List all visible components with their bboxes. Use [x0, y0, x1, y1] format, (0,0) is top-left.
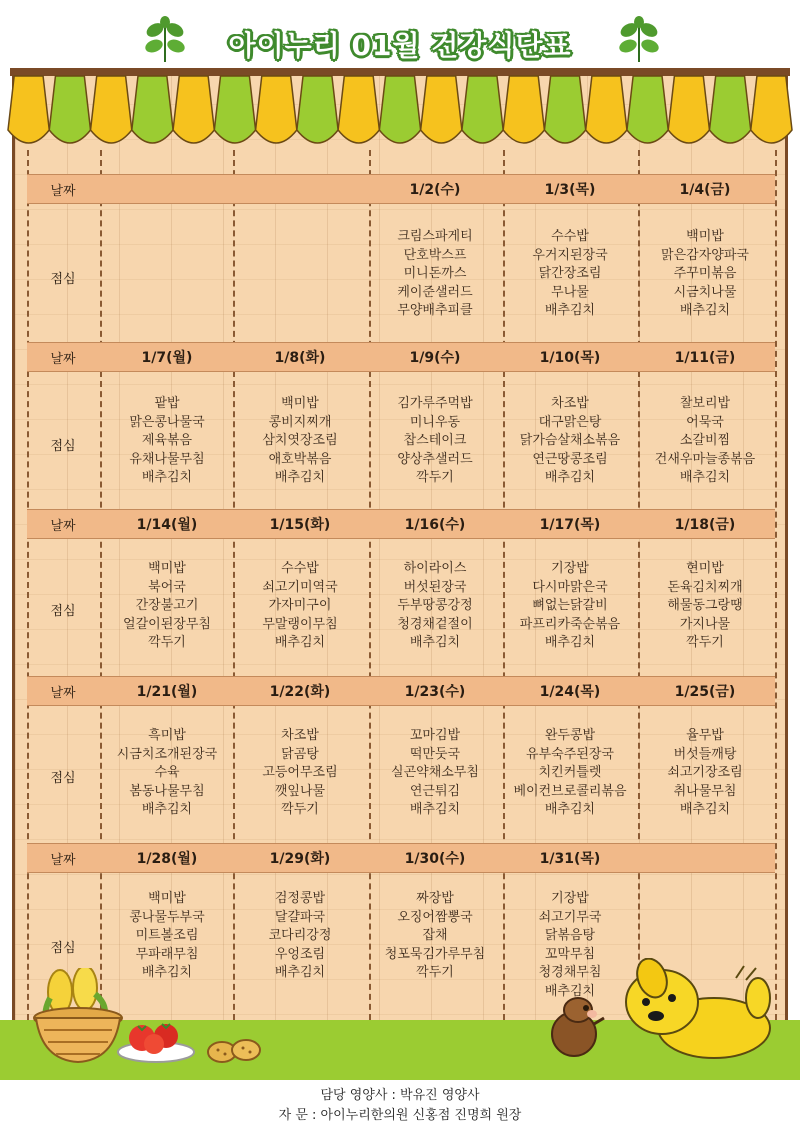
awning-illustration — [0, 68, 800, 158]
menu-item: 검정콩밥 — [274, 891, 326, 906]
menu-item: 제육볶음 — [141, 433, 193, 448]
date-cell: 1/23(수) — [404, 684, 466, 700]
menu-item: 배추김치 — [544, 303, 596, 318]
awning-stripe — [544, 76, 585, 143]
awning-stripe — [173, 76, 214, 143]
menu-item: 깍두기 — [686, 635, 724, 650]
menu-item: 기장밥 — [551, 561, 589, 576]
menu-item: 청경채겉절이 — [397, 616, 473, 632]
menu-item: 무말랭이무침 — [262, 616, 338, 632]
menu-cell — [368, 228, 502, 321]
menu-item: 연근땅콩조림 — [532, 451, 608, 467]
date-cell: 1/31(목) — [539, 851, 601, 867]
menu-item: 배추김치 — [409, 635, 461, 650]
menu-item: 가자미구이 — [268, 598, 332, 613]
menu-cell — [233, 727, 367, 820]
menu-item: 배추김치 — [544, 635, 596, 650]
date-cell: 1/10(목) — [539, 350, 601, 366]
date-cell: 1/9(수) — [409, 350, 461, 366]
menu-item: 청경채무침 — [538, 965, 602, 980]
menu-item: 배추김치 — [141, 802, 193, 817]
date-cell: 1/25(금) — [674, 684, 736, 700]
menu-item: 소갈비찜 — [679, 433, 731, 448]
menu-cell — [100, 560, 234, 653]
menu-item: 간장불고기 — [135, 598, 199, 613]
menu-cell — [233, 560, 367, 653]
awning-stripe — [214, 76, 255, 143]
menu-item: 청포묵김가루무침 — [384, 946, 486, 962]
date-cell: 1/24(목) — [539, 684, 601, 700]
date-label: 날짜 — [50, 352, 76, 367]
menu-cell — [368, 395, 502, 488]
menu-item: 애호박볶음 — [268, 451, 332, 467]
date-cell: 1/15(화) — [269, 517, 331, 533]
lunch-label: 점심 — [50, 438, 76, 454]
awning-stripe — [586, 76, 627, 143]
menu-item: 쇠고기장조림 — [667, 765, 743, 780]
menu-item: 꼬막무침 — [544, 946, 596, 962]
awning-stripe — [668, 76, 709, 143]
menu-item: 파프리카죽순볶음 — [519, 616, 621, 632]
date-cell: 1/8(화) — [274, 350, 326, 366]
awning-stripe — [751, 76, 792, 143]
menu-item: 배추김치 — [274, 635, 326, 650]
menu-item: 무양배추피클 — [397, 303, 473, 318]
menu-cell — [503, 727, 637, 820]
date-cell: 1/29(화) — [269, 851, 331, 867]
menu-item: 깍두기 — [281, 802, 319, 817]
menu-item: 다시마맑은국 — [532, 579, 608, 595]
menu-item: 건새우마늘종볶음 — [654, 451, 756, 467]
menu-item: 우거지된장국 — [532, 247, 608, 263]
menu-item: 깻잎나물 — [274, 783, 326, 799]
menu-item: 버섯된장국 — [403, 579, 467, 595]
cookies-icon — [206, 1036, 262, 1066]
menu-item: 완두콩밥 — [544, 728, 596, 743]
menu-item: 율무밥 — [686, 728, 724, 743]
menu-item: 차조밥 — [551, 396, 589, 411]
menu-item: 봄동나물무침 — [129, 783, 205, 799]
menu-item: 흑미밥 — [148, 728, 186, 743]
menu-item: 시금치나물 — [673, 284, 737, 300]
menu-item: 베이컨브로콜리볶음 — [513, 783, 627, 799]
awning-stripe — [297, 76, 338, 143]
date-label: 날짜 — [50, 184, 76, 199]
menu-item: 백미밥 — [281, 396, 319, 411]
menu-cell — [368, 890, 502, 983]
awning-stripe — [49, 76, 90, 143]
menu-item: 북어국 — [148, 579, 186, 595]
awning-stripe — [379, 76, 420, 143]
menu-item: 해물동그랑땡 — [667, 598, 743, 613]
menu-item: 케이준샐러드 — [397, 284, 473, 300]
menu-item: 콩나물두부국 — [129, 909, 205, 925]
menu-item: 백미밥 — [148, 561, 186, 576]
page-title: 아이누리 01월 건강식단표 — [228, 29, 572, 62]
menu-item: 코다리강정 — [268, 928, 332, 943]
menu-item: 팥밥 — [154, 396, 180, 411]
menu-item: 차조밥 — [281, 728, 319, 743]
menu-item: 닭곰탕 — [281, 746, 319, 762]
menu-item: 치킨커틀렛 — [538, 765, 602, 780]
menu-item: 주꾸미볶음 — [673, 266, 737, 281]
menu-item: 삼치엿장조림 — [262, 433, 338, 448]
awning-stripe — [627, 76, 668, 143]
date-cell: 1/21(월) — [136, 684, 198, 700]
date-cell: 1/28(월) — [136, 851, 198, 867]
menu-item: 쇠고기무국 — [538, 909, 602, 925]
date-cell: 1/17(목) — [539, 517, 601, 533]
menu-item: 현미밥 — [686, 561, 724, 576]
footer — [0, 1086, 800, 1126]
column-divider — [27, 150, 29, 1030]
menu-cell — [503, 890, 637, 1001]
menu-item: 버섯들깨탕 — [673, 746, 737, 762]
menu-item: 수수밥 — [551, 229, 589, 244]
date-label: 날짜 — [50, 686, 76, 701]
menu-item: 배추김치 — [544, 983, 596, 999]
menu-cell — [100, 727, 234, 820]
menu-item: 깍두기 — [148, 635, 186, 650]
date-cell: 1/22(화) — [269, 684, 331, 700]
menu-cell — [638, 228, 772, 321]
corn-basket-icon — [30, 968, 130, 1068]
menu-item: 배추김치 — [274, 470, 326, 485]
awning-stripe — [338, 76, 379, 143]
date-cell: 1/16(수) — [404, 517, 466, 533]
menu-item: 배추김치 — [544, 470, 596, 485]
menu-item: 찹스테이크 — [403, 433, 467, 448]
menu-item: 가지나물 — [679, 616, 731, 632]
column-divider — [775, 150, 777, 1030]
lunch-label: 점심 — [50, 770, 76, 786]
menu-cell — [638, 395, 772, 488]
menu-cell — [233, 890, 367, 983]
menu-item: 쇠고기미역국 — [262, 579, 338, 595]
menu-item: 오징어짬뽕국 — [397, 909, 473, 925]
footer-nutritionist: 담당 영양사 : 박유진 영양사 — [320, 1088, 480, 1103]
menu-item: 닭볶음탕 — [544, 928, 596, 943]
awning-stripe — [132, 76, 173, 143]
menu-item: 수수밥 — [281, 561, 319, 576]
menu-item: 실곤약채소무침 — [391, 765, 479, 780]
menu-item: 수육 — [154, 765, 180, 780]
menu-item: 대구맑은탕 — [538, 414, 602, 430]
menu-item: 유부숙주된장국 — [526, 746, 614, 762]
menu-item: 잡채 — [422, 928, 448, 943]
mole-character-icon — [540, 990, 610, 1060]
date-label: 날짜 — [50, 519, 76, 534]
awning-stripe — [91, 76, 132, 143]
menu-cell — [233, 395, 367, 488]
menu-item: 얼갈이된장무침 — [123, 616, 211, 632]
menu-item: 떡만둣국 — [409, 746, 461, 762]
menu-item: 백미밥 — [686, 229, 724, 244]
menu-item: 김가루주먹밥 — [397, 396, 473, 411]
menu-item: 맑은감자양파국 — [661, 247, 749, 263]
menu-item: 배추김치 — [544, 802, 596, 817]
menu-item: 무나물 — [551, 284, 589, 300]
menu-item: 유채나물무침 — [129, 451, 205, 467]
date-cell: 1/18(금) — [674, 517, 736, 533]
menu-item: 맑은콩나물국 — [129, 414, 205, 430]
menu-item: 하이라이스 — [403, 561, 467, 576]
menu-item: 배추김치 — [409, 802, 461, 817]
menu-item: 뼈없는닭갈비 — [532, 598, 608, 613]
menu-item: 배추김치 — [141, 470, 193, 485]
menu-cell — [638, 727, 772, 820]
menu-item: 연근튀김 — [409, 783, 461, 799]
menu-item: 두부땅콩강정 — [397, 598, 473, 613]
menu-item: 단호박스프 — [403, 247, 467, 263]
menu-item: 미니우동 — [409, 414, 461, 430]
awning-stripe — [709, 76, 750, 143]
menu-item: 배추김치 — [679, 303, 731, 318]
menu-item: 짜장밥 — [416, 891, 454, 906]
menu-item: 배추김치 — [679, 802, 731, 817]
menu-cell — [503, 228, 637, 321]
awning-stripe — [8, 76, 49, 143]
date-cell: 1/30(수) — [404, 851, 466, 867]
date-cell: 1/2(수) — [409, 182, 461, 198]
menu-item: 닭간장조림 — [538, 266, 602, 281]
menu-item: 미트볼조림 — [135, 928, 199, 943]
menu-cell — [638, 560, 772, 653]
menu-item: 양상추샐러드 — [397, 451, 473, 467]
menu-item: 기장밥 — [551, 891, 589, 906]
menu-item: 꼬마김밥 — [409, 728, 461, 743]
date-label: 날짜 — [50, 853, 76, 868]
menu-cell — [368, 560, 502, 653]
menu-item: 미니돈까스 — [403, 266, 467, 281]
menu-item: 취나물무침 — [673, 783, 737, 799]
menu-item: 배추김치 — [679, 470, 731, 485]
menu-item: 돈육김치찌개 — [667, 579, 743, 595]
menu-item: 크림스파게티 — [397, 229, 473, 244]
yellow-dog-character-icon — [618, 958, 778, 1068]
date-cell: 1/4(금) — [679, 182, 731, 198]
menu-cell — [368, 727, 502, 820]
lunch-label: 점심 — [50, 603, 76, 619]
menu-item: 깍두기 — [416, 965, 454, 980]
menu-item: 고등어무조림 — [262, 765, 338, 780]
awning-stripe — [421, 76, 462, 143]
awning-stripe — [503, 76, 544, 143]
menu-item: 우엉조림 — [274, 946, 326, 962]
date-cell: 1/7(월) — [141, 350, 193, 366]
menu-item: 배추김치 — [141, 965, 193, 980]
menu-item: 백미밥 — [148, 891, 186, 906]
menu-item: 시금치조개된장국 — [116, 746, 218, 762]
tomato-plate-icon — [116, 1014, 196, 1064]
menu-item: 어묵국 — [686, 414, 724, 430]
menu-item: 달걀파국 — [274, 909, 326, 925]
date-cell: 1/14(월) — [136, 517, 198, 533]
menu-item: 콩비지찌개 — [268, 414, 332, 430]
menu-item: 닭가슴살채소볶음 — [519, 433, 621, 448]
menu-item: 찰보리밥 — [679, 396, 731, 411]
menu-cell — [503, 560, 637, 653]
date-cell: 1/3(목) — [544, 182, 596, 198]
title-bar — [150, 16, 650, 66]
lunch-label: 점심 — [50, 941, 76, 956]
awning-stripe — [462, 76, 503, 143]
menu-item: 무파래무침 — [135, 946, 199, 962]
awning-stripe — [256, 76, 297, 143]
lunch-label: 점심 — [50, 271, 76, 287]
footer-advisor: 자 문 : 아이누리한의원 신홍점 진명희 원장 — [278, 1108, 522, 1123]
date-cell: 1/11(금) — [674, 350, 736, 366]
menu-cell — [100, 395, 234, 488]
menu-item: 깍두기 — [416, 470, 454, 485]
menu-item: 배추김치 — [274, 965, 326, 980]
menu-cell — [503, 395, 637, 488]
